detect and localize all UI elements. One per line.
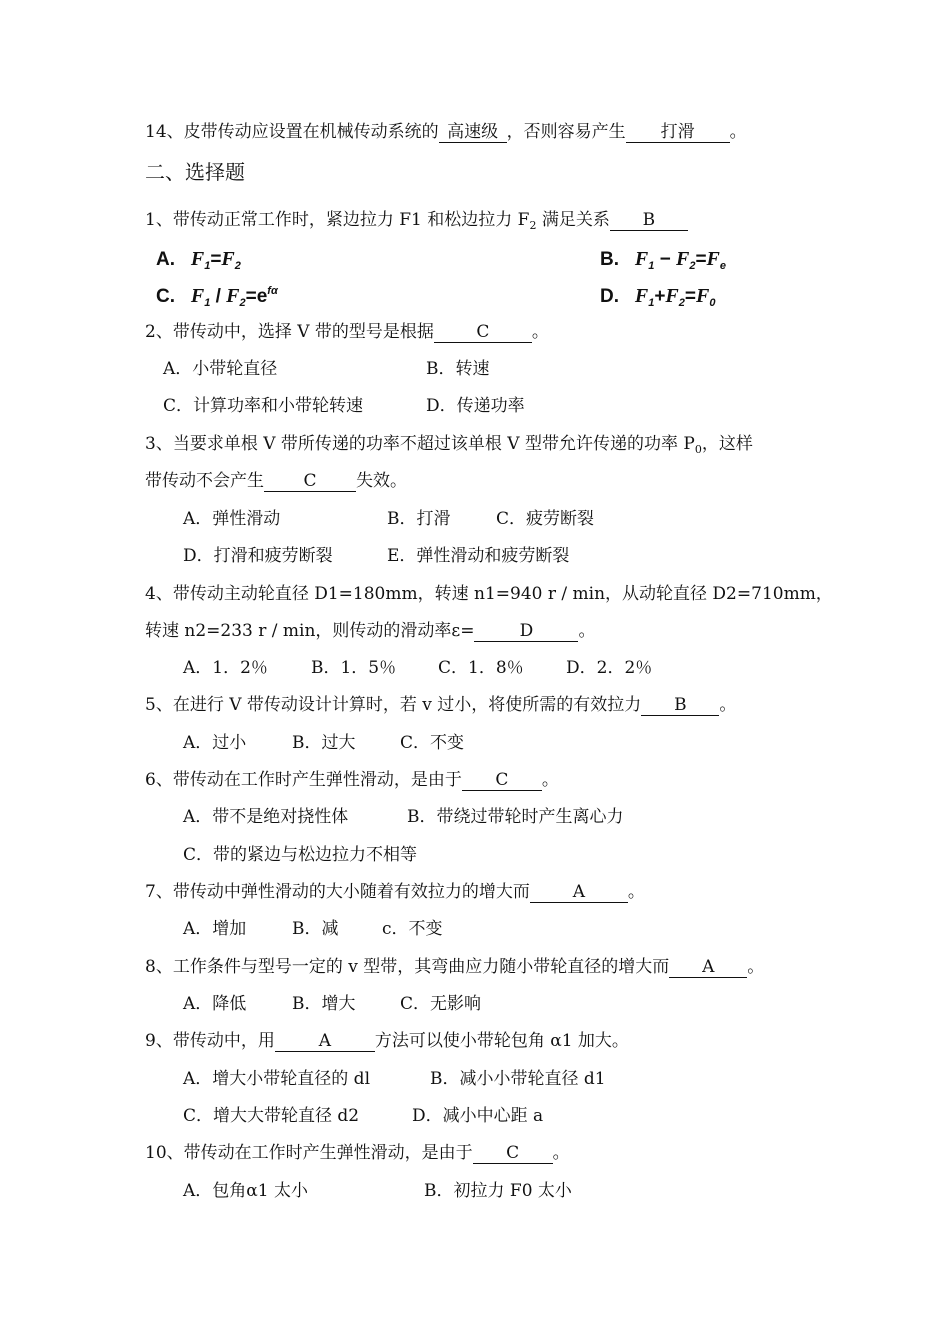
q3-stem-text-2: 带传动不会产生	[145, 471, 264, 491]
q10-stem-text: 10、带传动在工作时产生弹性滑动，是由于	[145, 1143, 473, 1163]
q6-option-a: A．带不是绝对挠性体	[183, 807, 349, 827]
q4-option-c: C．1．8％	[438, 658, 524, 678]
q3-stem-line2	[145, 469, 407, 493]
q6-stem	[145, 768, 559, 792]
q3-option-b: B．打滑	[387, 509, 451, 529]
q6-answer: C	[462, 770, 542, 791]
q1-option-b-label: B.	[600, 249, 619, 270]
q9-stem	[145, 1029, 629, 1053]
q3-option-c: C．疲劳断裂	[496, 509, 595, 529]
q9-stem-text: 9、带传动中，用	[145, 1031, 275, 1051]
q3-answer: C	[264, 471, 356, 492]
q4-option-a: A．1．2％	[183, 658, 268, 678]
q3-option-e: E．弹性滑动和疲劳断裂	[387, 546, 570, 566]
section-title: 二、选择题	[145, 160, 245, 184]
q2-answer: C	[434, 322, 532, 343]
q8-answer: A	[669, 957, 747, 978]
q8-end: 。	[747, 957, 765, 977]
q4-stem-line2	[145, 619, 595, 643]
q14-middle: ，否则容易产生	[506, 122, 626, 142]
q4-option-d: D．2．2％	[566, 658, 653, 678]
q2-end: 。	[531, 322, 549, 342]
q1-stem-text: 1、带传动正常工作时，紧边拉力 F1 和松边拉力 F	[145, 210, 530, 230]
q4-stem-line1: 4、带传动主动轮直径 D1=180mm，转速 n1=940 r / min，从动轮直径 D2=710mm，	[145, 584, 833, 604]
q3-option-a: A．弹性滑动	[183, 509, 281, 529]
q1-answer: B	[610, 210, 688, 231]
q2-option-d: D．传递功率	[426, 396, 525, 416]
q14-suffix: 。	[729, 122, 747, 142]
q7-option-c: c．不变	[382, 919, 443, 939]
q3-stem-text-b: ，这样	[701, 434, 753, 454]
q1-option-a: A. $F_1=F_2$	[156, 248, 241, 272]
q2-stem	[145, 320, 549, 344]
q1-option-a-label: A.	[156, 249, 175, 270]
q7-stem	[145, 880, 645, 904]
q4-option-b: B．1．5％	[311, 658, 397, 678]
q7-option-b: B．减	[292, 919, 339, 939]
q7-answer: A	[530, 882, 628, 903]
q14-answer-2: 打滑	[626, 122, 730, 143]
q3-stem-line1	[145, 432, 753, 462]
q5-option-c: C．不变	[400, 733, 465, 753]
q10-answer: C	[473, 1143, 553, 1164]
q9-option-b: B．减小小带轮直径 d1	[430, 1069, 606, 1089]
q1-stem-text-b: 满足关系	[536, 210, 610, 230]
q5-answer: B	[641, 695, 719, 716]
q2-option-c: C．计算功率和小带轮转速	[163, 396, 364, 416]
q9-answer: A	[275, 1031, 375, 1052]
q9-option-a: A．增大小带轮直径的 dl	[183, 1069, 370, 1089]
q9-end: 方法可以使小带轮包角 α1 加大。	[374, 1031, 629, 1051]
q3-option-d: D．打滑和疲劳断裂	[183, 546, 333, 566]
q3-stem-text: 3、当要求单根 V 带所传递的功率不超过该单根 V 型带允许传递的功率 P	[145, 434, 695, 454]
q8-stem	[145, 955, 764, 979]
q1-option-d: D. $F_1+F_2=F_0$	[600, 285, 716, 309]
q1-option-d-label: D.	[600, 286, 619, 307]
q5-option-a: A．过小	[183, 733, 247, 753]
q5-stem-text: 5、在进行 V 带传动设计计算时，若 v 过小，将使所需的有效拉力	[145, 695, 642, 715]
q1-option-c: C. $F_1 / F_2=e^{f\alpha}$	[156, 285, 278, 309]
q4-answer: D	[474, 621, 578, 642]
q8-option-c: C．无影响	[400, 994, 482, 1014]
q9-option-d: D．减小中心距 a	[412, 1106, 544, 1126]
q8-option-a: A．降低	[183, 994, 247, 1014]
q10-stem	[145, 1141, 570, 1165]
q3-stem-sub: 0	[694, 443, 702, 456]
q6-end: 。	[541, 770, 559, 790]
q5-stem	[145, 693, 736, 717]
q10-option-b: B．初拉力 F0 太小	[424, 1181, 572, 1201]
q1-stem-sub: 2	[529, 219, 537, 232]
q14-answer-1: 高速级	[439, 122, 507, 143]
q3-end: 失效。	[356, 471, 407, 491]
q14-line	[145, 120, 747, 144]
q1-option-b: B. $F_1 - F_2=F_e$	[600, 248, 727, 272]
q6-option-c: C．带的紧边与松边拉力不相等	[183, 845, 418, 865]
q6-stem-text: 6、带传动在工作时产生弹性滑动，是由于	[145, 770, 462, 790]
q14-stem: 14、皮带传动应设置在机械传动系统的	[145, 122, 439, 142]
q7-stem-text: 7、带传动中弹性滑动的大小随着有效拉力的增大而	[145, 882, 530, 902]
q6-option-b: B．带绕过带轮时产生离心力	[407, 807, 624, 827]
q10-option-a: A．包角α1 太小	[183, 1181, 308, 1201]
q7-option-a: A．增加	[183, 919, 247, 939]
q2-stem-text: 2、带传动中，选择 V 带的型号是根据	[145, 322, 434, 342]
q8-stem-text: 8、工作条件与型号一定的 v 型带，其弯曲应力随小带轮直径的增大而	[145, 957, 670, 977]
q8-option-b: B．增大	[292, 994, 356, 1014]
q1-stem	[145, 208, 688, 238]
q2-option-a: A．小带轮直径	[163, 359, 278, 379]
q5-option-b: B．过大	[292, 733, 356, 753]
q9-option-c: C．增大大带轮直径 d2	[183, 1106, 360, 1126]
q1-option-c-label: C.	[156, 286, 175, 307]
q4-stem-text: 转速 n2=233 r / min，则传动的滑动率ε=	[145, 621, 475, 641]
q10-end: 。	[552, 1143, 570, 1163]
q4-end: 。	[578, 621, 596, 641]
q2-option-b: B．转速	[426, 359, 490, 379]
q7-end: 。	[627, 882, 645, 902]
q5-end: 。	[719, 695, 737, 715]
